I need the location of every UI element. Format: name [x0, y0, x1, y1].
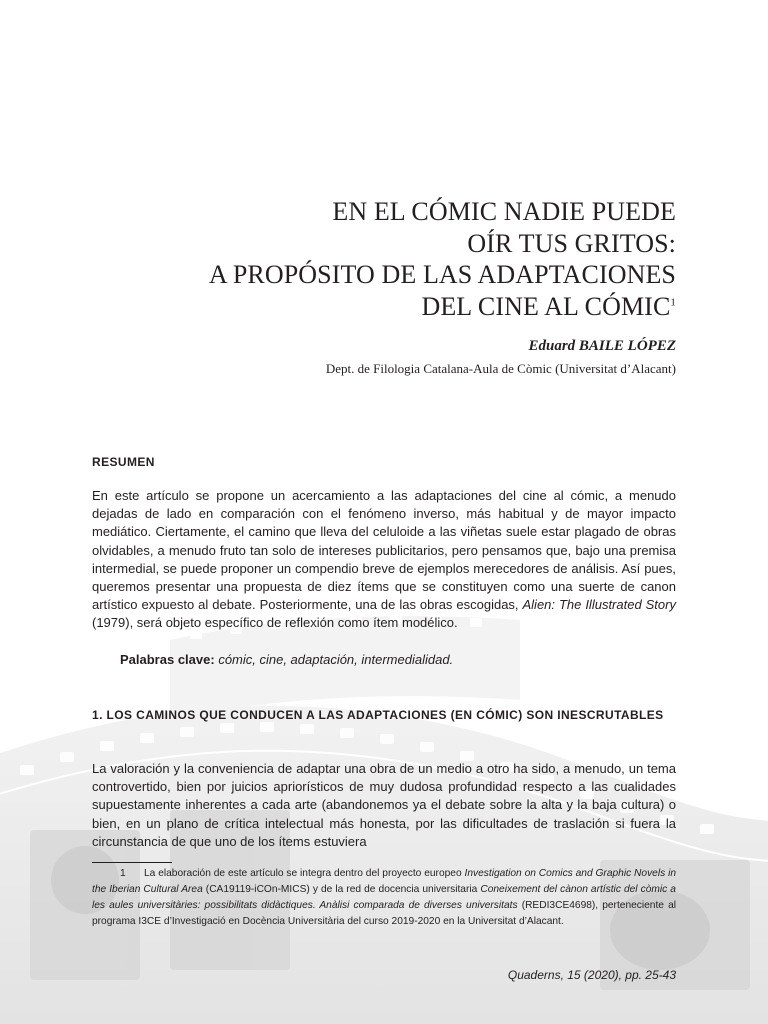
title-line-4-text: DEL CINE AL CÓMIC [421, 291, 671, 321]
keywords-label: Palabras clave: [120, 652, 215, 667]
keywords-list: cómic, cine, adaptación, intermedialidad. [218, 652, 454, 667]
footnote-number: 1 [120, 868, 126, 879]
footnote [92, 866, 676, 930]
abstract-text-after: (1979), será objeto específico de reflexión como ítem modélico. [92, 615, 458, 631]
section-1-text: La valoración y la conveniencia de adaptar una obra de un medio a otro ha sido, a menudo, un tema controvertido, bien por juicios apriorísticos de muy dudosa profundidad respecto a las cualidades supuestamente inherentes a cada arte (abandonemos ya el debate sobre la alta y la baja cultura) o bien, en un plano de crítica intelectual más honesta, por las dificultades de traslación si fuera la circunstancia de que uno de los ítems estuviera [92, 761, 676, 849]
journal-reference: Quaderns, 15 (2020), pp. 25-43 [507, 968, 676, 982]
footnote-text-3: (REDI3CE4698), perteneciente al programa I3CE d’Investigació en Docència Universitària del curso 2019-2020 en la Universitat d’Alacant. [92, 900, 676, 927]
footnote-text-2: (CA19119-iCOn-MICS) y de la red de docencia universitaria [205, 884, 478, 895]
abstract-text [92, 487, 676, 633]
author-name: Eduard BAILE LÓPEZ [528, 338, 676, 354]
title-line-1: EN EL CÓMIC NADIE PUEDE [332, 197, 676, 226]
title-block [76, 196, 676, 378]
footnote-network-title: Coneixement del cànon artístic del còmic a les aules universitàries: possibilitats didàctiques. Anàlisi comparada de diverses universitats [92, 884, 676, 911]
abstract-text-before: En este artículo se propone un acercamiento a las adaptaciones del cine al cómic, a menudo dejadas de lado en comparación con el fenómeno inverso, más habitual y de mayor impacto mediático. Ciertamente, el camino que lleva del celuloide a las viñetas suele estar plagado de obras olvidables, a menudo fruto tan solo de intereses publicitarios, pero pensamos que, bajo una premisa intermedial, se puede proponer un compendio breve de ejemplos merecedores de análisis. Así pues, queremos presentar una propuesta de diez ítems que se constituyen como una suerte de canon artístico expuesto al debate. Posteriormente, una de las obras escogidas, [92, 488, 676, 613]
title-line-4 [76, 291, 676, 323]
footnote-project-title: Investigation on Comics and Graphic Novels in the Iberian Cultural Area [92, 868, 677, 895]
section-1-heading: 1. LOS CAMINOS QUE CONDUCEN A LAS ADAPTACIONES (EN CÓMIC) SON INESCRUTABLES [92, 708, 664, 722]
footnote-divider [92, 862, 172, 863]
footnote-text-1: La elaboración de este artículo se integra dentro del proyecto europeo [144, 868, 462, 879]
title-footnote-marker: 1 [670, 295, 676, 308]
title-line-3: A PROPÓSITO DE LAS ADAPTACIONES [208, 260, 676, 289]
author-affiliation: Dept. de Filologia Catalana-Aula de Còmic (Universitat d’Alacant) [325, 361, 676, 376]
title-line-2: OÍR TUS GRITOS: [467, 228, 676, 258]
keywords-line [120, 651, 676, 669]
abstract-heading: RESUMEN [92, 455, 155, 469]
abstract-work-title: Alien: The Illustrated Story [522, 597, 676, 613]
